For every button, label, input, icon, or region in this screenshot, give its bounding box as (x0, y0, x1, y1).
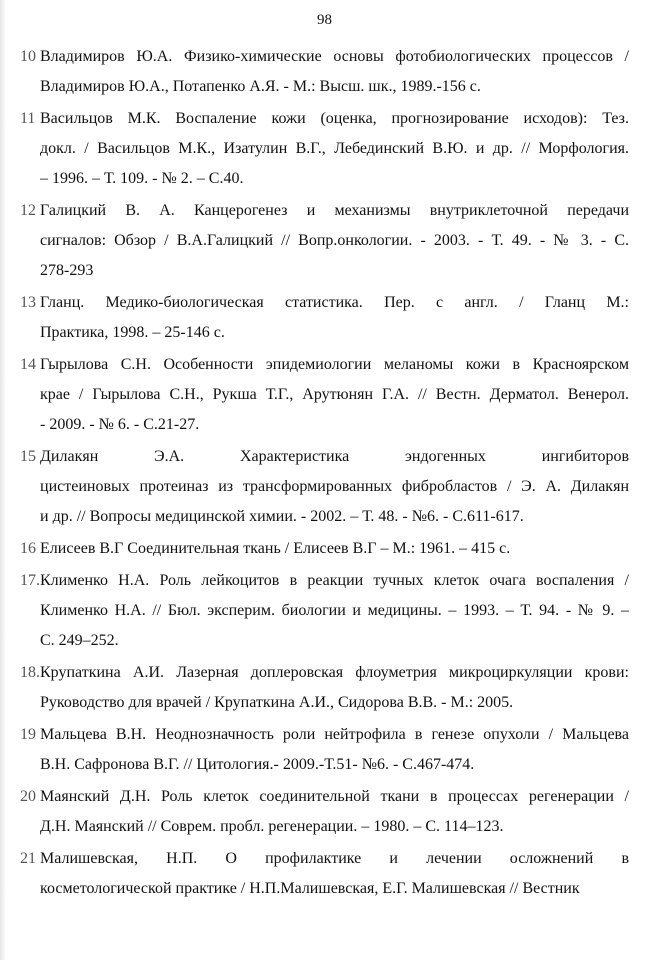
reference-text-line: - 2009. - № 6. - С.21-27. (40, 416, 200, 433)
page-number: 98 (317, 12, 332, 28)
reference-text-line: 278-293 (40, 262, 94, 279)
reference-text-line: косметологической практике / Н.П.Малишевская, Е.Г. Малишевская // Вестник (40, 880, 580, 897)
reference-number: 18. (20, 664, 40, 681)
reference-text-line: крае / Гырылова С.Н., Рукша Т.Г., Арутюнян Г.А. // Вестн. Дерматол. Венерол. (40, 386, 629, 403)
reference-text-line: В.Н. Сафронова В.Г. // Цитология.- 2009.-Т.51- №6. - С.467-474. (40, 756, 475, 773)
reference-item (0, 844, 649, 904)
reference-item (0, 658, 649, 718)
reference-text-line: С. 249–252. (40, 632, 119, 649)
reference-text-line: Галицкий В. А. Канцерогенез и механизмы внутриклеточной передачи (40, 202, 629, 219)
reference-number: 20 (20, 788, 36, 805)
reference-text-line: Клименко Н.А. // Бюл. эксперим. биологии и медицины. – 1993. – Т. 94. - № 9. – (40, 602, 629, 619)
reference-text-line: Маянский Д.Н. Роль клеток соединительной ткани в процессах регенерации / (40, 788, 629, 805)
reference-item (0, 782, 649, 842)
reference-number: 17. (20, 572, 40, 589)
reference-item (0, 442, 649, 532)
reference-text-line: сигналов: Обзор / В.А.Галицкий // Вопр.онкологии. - 2003. - Т. 49. - № 3. - С. (40, 232, 629, 249)
reference-text-line: Д.Н. Маянский // Соврем. пробл. регенерации. – 1980. – С. 114–123. (40, 818, 504, 835)
reference-text-line: Малишевская, Н.П. О профилактике и лечении осложнений в (40, 850, 629, 867)
reference-number: 11 (20, 110, 36, 127)
reference-item (0, 288, 649, 348)
reference-number: 13 (20, 294, 36, 311)
reference-number: 16 (20, 540, 36, 557)
reference-text-line: Дилакян Э.А. Характеристика эндогенных ингибиторов (40, 448, 629, 465)
reference-item (0, 196, 649, 286)
reference-text-line: и др. // Вопросы медицинской химии. - 2002. – Т. 48. - №6. - С.611-617. (40, 508, 524, 525)
reference-item (0, 534, 649, 564)
reference-text-line: Елисеев В.Г Соединительная ткань / Елисеев В.Г – М.: 1961. – 415 с. (40, 540, 511, 557)
reference-item (0, 566, 649, 656)
reference-text-line: Клименко Н.А. Роль лейкоцитов в реакции тучных клеток очага воспаления / (40, 572, 629, 589)
reference-item (0, 42, 649, 102)
reference-number: 14 (20, 356, 36, 373)
reference-item (0, 720, 649, 780)
reference-number: 19 (20, 726, 36, 743)
reference-text-line: – 1996. – Т. 109. - № 2. – С.40. (40, 170, 244, 187)
reference-text-line: Васильцов М.К. Воспаление кожи (оценка, прогнозирование исходов): Тез. (40, 110, 629, 127)
reference-item (0, 350, 649, 440)
reference-text-line: Практика, 1998. – 25-146 с. (40, 324, 225, 341)
reference-text-line: докл. / Васильцов М.К., Изатулин В.Г., Лебединский В.Ю. и др. // Морфология. (40, 140, 629, 157)
reference-text-line: цистеиновых протеиназ из трансформированных фибробластов / Э. А. Дилакян (40, 478, 629, 495)
reference-text-line: Мальцева В.Н. Неоднозначность роли нейтрофила в генезе опухоли / Мальцева (40, 726, 629, 743)
reference-text-line: Руководство для врачей / Крупаткина А.И., Сидорова В.В. - М.: 2005. (40, 694, 514, 711)
reference-text-line: Владимиров Ю.А., Потапенко А.Я. - М.: Высш. шк., 1989.-156 с. (40, 78, 481, 95)
reference-number: 10 (20, 48, 36, 65)
reference-text-line: Владимиров Ю.А. Физико-химические основы фотобиологических процессов / (40, 48, 629, 65)
reference-item (0, 104, 649, 194)
reference-number: 12 (20, 202, 36, 219)
reference-list (0, 42, 649, 906)
reference-number: 15 (20, 448, 36, 465)
reference-text-line: Гланц. Медико-биологическая статистика. Пер. с англ. / Гланц М.: (40, 294, 629, 311)
reference-text-line: Гырылова С.Н. Особенности эпидемиологии меланомы кожи в Красноярском (40, 356, 629, 373)
reference-text-line: Крупаткина А.И. Лазерная доплеровская флоуметрия микроциркуляции крови: (40, 664, 629, 681)
reference-number: 21 (20, 850, 36, 867)
